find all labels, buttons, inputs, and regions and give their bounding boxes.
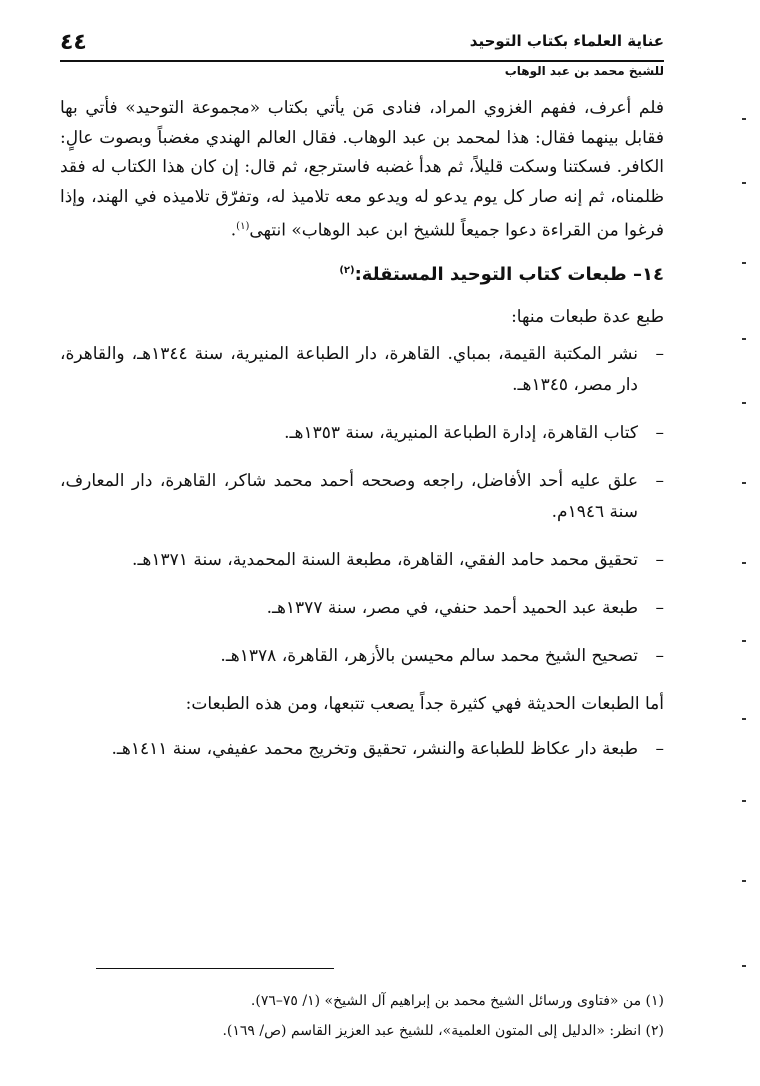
list-item: – تحقيق محمد حامد الفقي، القاهرة، مطبعة السنة المحمدية، سنة ١٣٧١هـ. <box>60 545 664 576</box>
margin-dot <box>742 640 746 642</box>
margin-dot <box>742 262 746 264</box>
margin-dot <box>742 118 746 120</box>
margin-dot <box>742 562 746 564</box>
page-body <box>60 94 664 782</box>
modern-editions-list <box>60 734 664 765</box>
list-item: – تصحيح الشيخ محمد سالم محيسن بالأزهر، القاهرة، ١٣٧٨هـ. <box>60 641 664 672</box>
section-heading-text: ١٤– طبعات كتاب التوحيد المستقلة: <box>354 263 664 285</box>
margin-dot <box>742 965 746 967</box>
margin-dot <box>742 338 746 340</box>
margin-dot <box>742 482 746 484</box>
running-title: عناية العلماء بكتاب التوحيد <box>469 32 664 50</box>
margin-dot <box>742 182 746 184</box>
editions-lead: طبع عدة طبعات منها: <box>511 306 664 327</box>
footnote-ref-2: (٢) <box>339 264 355 276</box>
footnote-ref-1: (١) <box>236 221 250 233</box>
intro-paragraph: فلم أعرف، ففهم الغزوي المراد، فنادى مَن يأتي بكتاب «مجموعة التوحيد» فأتي بها فقابل بينهما فقال: هذا لمحمد بن عبد الوهاب. فقال العالم الهندي مغضباً وبصوت عالٍ: الكافر. فسكتنا وسكت قليلاً، ثم هدأ غضبه فاسترجع، ثم قال: إن كان هذا الكتاب له فقد ظلمناه، ثم إنه صار كل يوم يدعو له ويدعو معه تلاميذ له، وتفرّق تلاميذه في الهند، وإذا فرغوا من القراءة دعوا جميعاً للشيخ ابن عبد الوهاب» انتهى$^{(١)}$. <box>60 98 664 242</box>
page-header <box>60 30 664 84</box>
margin-dot <box>742 402 746 404</box>
footnote-2: (٢) انظر: «الدليل إلى المتون العلمية»، للشيخ عبد العزيز القاسم (ص/ ١٦٩). <box>222 1023 664 1039</box>
intro-paragraph-text: فلم أعرف، ففهم الغزوي المراد، فنادى مَن يأتي بكتاب «مجموعة التوحيد» فأتي بها فقابل بينهما فقال: هذا لمحمد بن عبد الوهاب. فقال العالم الهندي مغضباً وبصوت عالٍ: الكافر. فسكتنا وسكت قليلاً، ثم هدأ غضبه فاسترجع، ثم قال: إن كان هذا الكتاب له فقد ظلمناه، ثم إنه صار كل يوم يدعو له ويدعو معه تلاميذ له، وتفرّق تلاميذه في الهند، وإذا فرغوا من القراءة دعوا جميعاً للشيخ ابن عبد الوهاب» انتهى <box>60 98 664 242</box>
list-item: – كتاب القاهرة، إدارة الطباعة المنيرية، سنة ١٣٥٣هـ. <box>60 418 664 449</box>
footnotes <box>60 986 664 1046</box>
modern-editions-intro: أما الطبعات الحديثة فهي كثيرة جداً يصعب تتبعها، ومن هذه الطبعات: <box>185 693 664 714</box>
margin-dot <box>742 800 746 802</box>
list-item: – نشر المكتبة القيمة، بمباي. القاهرة، دار الطباعة المنيرية، سنة ١٣٤٤هـ، والقاهرة، دار مصر، ١٣٤٥هـ. <box>60 339 664 401</box>
page-number: ٤٤ <box>60 30 87 55</box>
header-rule <box>60 60 664 62</box>
running-subtitle: للشيخ محمد بن عبد الوهاب <box>504 64 664 78</box>
section-heading <box>60 255 664 291</box>
editions-list <box>60 339 664 672</box>
margin-dot <box>742 718 746 720</box>
margin-dot <box>742 880 746 882</box>
footnote-rule <box>96 968 334 969</box>
footnote-1: (١) من «فتاوى ورسائل الشيخ محمد بن إبراهيم آل الشيخ» (١/ ٧٥–٧٦). <box>250 993 664 1009</box>
list-item: – علق عليه أحد الأفاضل، راجعه وصححه أحمد محمد شاكر، القاهرة، دار المعارف، سنة ١٩٤٦م. <box>60 466 664 528</box>
list-item: – طبعة دار عكاظ للطباعة والنشر، تحقيق وتخريج محمد عفيفي، سنة ١٤١١هـ. <box>60 734 664 765</box>
list-item: – طبعة عبد الحميد أحمد حنفي، في مصر، سنة ١٣٧٧هـ. <box>60 593 664 624</box>
